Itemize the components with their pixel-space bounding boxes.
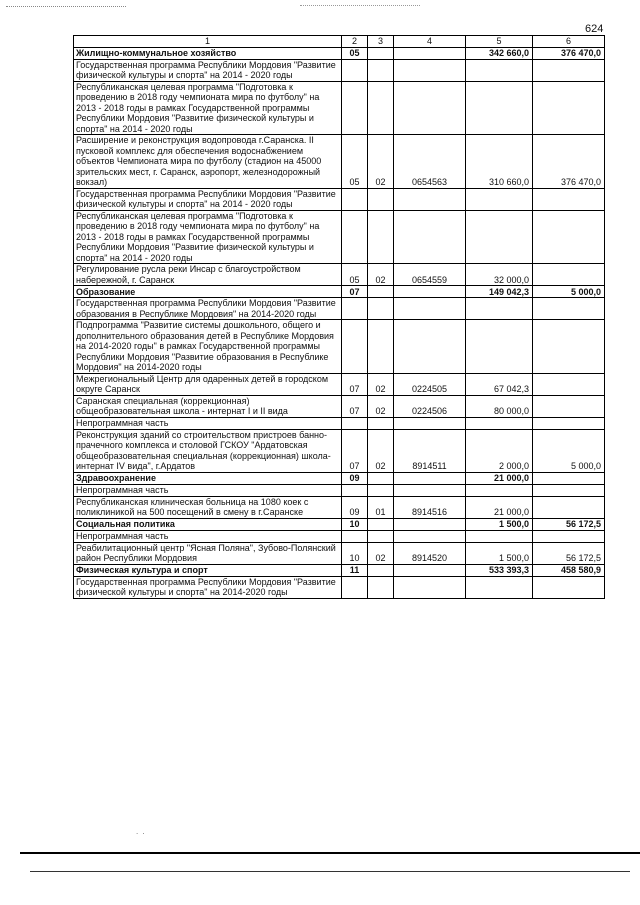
header-cell: 1: [74, 36, 342, 48]
subsection-code-cell: 02: [368, 542, 394, 564]
page-number: 624: [585, 23, 604, 35]
subsection-code-cell: 02: [368, 395, 394, 417]
row-name-cell: Государственная программа Республики Мордовия "Развитие физической культуры и спорта" на 2014-2020 годы: [74, 576, 342, 598]
row-name-cell: Жилищно-коммунальное хозяйство: [74, 47, 342, 59]
amount-col6-cell: [533, 320, 605, 374]
amount-col5-cell: [466, 417, 533, 429]
row-name-cell: Регулирование русла реки Инсар с благоустройством набережной, г. Саранск: [74, 264, 342, 286]
amount-col6-cell: [533, 530, 605, 542]
table-row: [74, 530, 605, 542]
target-code-cell: [394, 417, 466, 429]
amount-col6-cell: [533, 298, 605, 320]
amount-col6-cell: 5 000,0: [533, 429, 605, 472]
amount-col6-cell: [533, 188, 605, 210]
subsection-code-cell: 02: [368, 264, 394, 286]
amount-col5-cell: [466, 576, 533, 598]
row-name-cell: Республиканская целевая программа "Подготовка к проведению в 2018 году чемпионата мира по футболу" на 2013 - 2018 годы в рамках Государственной программы Республики Мордовия "Развитие физической культуры и спорта" на 2014 - 2020 годы: [74, 81, 342, 135]
amount-col5-cell: 149 042,3: [466, 286, 533, 298]
row-name-cell: Государственная программа Республики Мордовия "Развитие физической культуры и спорта" на 2014 - 2020 годы: [74, 188, 342, 210]
table-row: [74, 576, 605, 598]
row-name-cell: Здравоохранение: [74, 472, 342, 484]
section-code-cell: 05: [342, 135, 368, 189]
target-code-cell: 0654559: [394, 264, 466, 286]
subsection-code-cell: [368, 188, 394, 210]
subsection-code-cell: [368, 417, 394, 429]
subsection-code-cell: [368, 81, 394, 135]
section-code-cell: 07: [342, 286, 368, 298]
section-code-cell: [342, 188, 368, 210]
scan-artifact-top-center: [300, 5, 420, 8]
table-row: [74, 135, 605, 189]
section-code-cell: [342, 59, 368, 81]
amount-col5-cell: 67 042,3: [466, 373, 533, 395]
target-code-cell: [394, 518, 466, 530]
table-row: [74, 496, 605, 518]
amount-col5-cell: [466, 210, 533, 264]
table-row: [74, 484, 605, 496]
table-row: [74, 320, 605, 374]
subsection-code-cell: 02: [368, 429, 394, 472]
target-code-cell: [394, 484, 466, 496]
target-code-cell: 0224506: [394, 395, 466, 417]
amount-col5-cell: 310 660,0: [466, 135, 533, 189]
section-code-cell: 09: [342, 472, 368, 484]
target-code-cell: [394, 210, 466, 264]
row-name-cell: Физическая культура и спорт: [74, 564, 342, 576]
section-code-cell: [342, 417, 368, 429]
row-name-cell: Межрегиональный Центр для одаренных детей в городском округе Саранск: [74, 373, 342, 395]
scan-artifact-top-left: [6, 6, 126, 9]
subsection-code-cell: [368, 59, 394, 81]
amount-col6-cell: [533, 81, 605, 135]
target-code-cell: 0224505: [394, 373, 466, 395]
scan-dots: . .: [136, 827, 146, 836]
bottom-rule: [20, 852, 640, 854]
amount-col6-cell: [533, 576, 605, 598]
table-row: [74, 59, 605, 81]
row-name-cell: Подпрограмма "Развитие системы дошкольного, общего и дополнительного образования детей в Республике Мордовия на 2014-2020 годы" в рамках Государственной программы Республики Мордовия "Развитие образования в Республике Мордовия" на 2014-2020 годы: [74, 320, 342, 374]
table-row: [74, 564, 605, 576]
row-name-cell: Непрограммная часть: [74, 417, 342, 429]
amount-col6-cell: [533, 264, 605, 286]
subsection-code-cell: [368, 210, 394, 264]
table-row: [74, 264, 605, 286]
amount-col6-cell: 376 470,0: [533, 135, 605, 189]
target-code-cell: 8914516: [394, 496, 466, 518]
section-code-cell: [342, 81, 368, 135]
amount-col5-cell: 2 000,0: [466, 429, 533, 472]
target-code-cell: [394, 472, 466, 484]
target-code-cell: 0654563: [394, 135, 466, 189]
section-code-cell: 07: [342, 373, 368, 395]
amount-col5-cell: [466, 484, 533, 496]
header-cell: 3: [368, 36, 394, 48]
amount-col6-cell: [533, 210, 605, 264]
target-code-cell: 8914520: [394, 542, 466, 564]
section-code-cell: 10: [342, 518, 368, 530]
target-code-cell: [394, 286, 466, 298]
table-row: [74, 417, 605, 429]
amount-col6-cell: [533, 484, 605, 496]
amount-col5-cell: 1 500,0: [466, 518, 533, 530]
subsection-code-cell: [368, 484, 394, 496]
amount-col5-cell: [466, 530, 533, 542]
amount-col5-cell: 32 000,0: [466, 264, 533, 286]
target-code-cell: 8914511: [394, 429, 466, 472]
amount-col5-cell: [466, 59, 533, 81]
section-code-cell: 05: [342, 264, 368, 286]
row-name-cell: Реконструкция зданий со строительством пристроев банно-прачечного комплекса и столовой ГСКОУ "Ардатовская общеобразовательная специальная (коррекционная) школа-интернат IV вида", г.Ардатов: [74, 429, 342, 472]
amount-col6-cell: [533, 496, 605, 518]
subsection-code-cell: [368, 47, 394, 59]
subsection-code-cell: [368, 298, 394, 320]
amount-col6-cell: 458 580,9: [533, 564, 605, 576]
section-code-cell: 09: [342, 496, 368, 518]
table-row: [74, 395, 605, 417]
subsection-code-cell: 02: [368, 373, 394, 395]
section-code-cell: [342, 576, 368, 598]
subsection-code-cell: 01: [368, 496, 394, 518]
row-name-cell: Республиканская клиническая больница на 1080 коек с поликлиникой на 500 посещений в смену в г.Саранске: [74, 496, 342, 518]
amount-col6-cell: [533, 395, 605, 417]
row-name-cell: Государственная программа Республики Мордовия "Развитие образования в Республике Мордовия" на 2014-2020 годы: [74, 298, 342, 320]
section-code-cell: 11: [342, 564, 368, 576]
row-name-cell: Государственная программа Республики Мордовия "Развитие физической культуры и спорта" на 2014 - 2020 годы: [74, 59, 342, 81]
target-code-cell: [394, 81, 466, 135]
amount-col5-cell: [466, 188, 533, 210]
amount-col5-cell: 21 000,0: [466, 472, 533, 484]
row-name-cell: Образование: [74, 286, 342, 298]
row-name-cell: Социальная политика: [74, 518, 342, 530]
subsection-code-cell: [368, 576, 394, 598]
table-row: [74, 429, 605, 472]
section-code-cell: 05: [342, 47, 368, 59]
subsection-code-cell: [368, 518, 394, 530]
subsection-code-cell: [368, 286, 394, 298]
budget-table: [73, 35, 605, 599]
row-name-cell: Республиканская целевая программа "Подготовка к проведению в 2018 году чемпионата мира по футболу" на 2013 - 2018 годы в рамках Государственной программы Республики Мордовия "Развитие физической культуры и спорта" на 2014 - 2020 годы: [74, 210, 342, 264]
amount-col6-cell: 376 470,0: [533, 47, 605, 59]
row-name-cell: Саранская специальная (коррекционная) общеобразовательная школа - интернат I и II вида: [74, 395, 342, 417]
amount-col5-cell: [466, 298, 533, 320]
target-code-cell: [394, 530, 466, 542]
section-code-cell: [342, 210, 368, 264]
target-code-cell: [394, 59, 466, 81]
subsection-code-cell: 02: [368, 135, 394, 189]
amount-col6-cell: [533, 373, 605, 395]
table-row: [74, 298, 605, 320]
amount-col6-cell: [533, 472, 605, 484]
target-code-cell: [394, 188, 466, 210]
amount-col5-cell: 80 000,0: [466, 395, 533, 417]
subsection-code-cell: [368, 320, 394, 374]
row-name-cell: Реабилитационный центр "Ясная Поляна", Зубово-Полянский район Республики Мордовия: [74, 542, 342, 564]
table-row: [74, 472, 605, 484]
row-name-cell: Непрограммная часть: [74, 484, 342, 496]
section-code-cell: [342, 484, 368, 496]
section-code-cell: 10: [342, 542, 368, 564]
section-code-cell: 07: [342, 429, 368, 472]
target-code-cell: [394, 298, 466, 320]
table-row: [74, 210, 605, 264]
header-cell: 4: [394, 36, 466, 48]
amount-col5-cell: [466, 320, 533, 374]
bottom-rule-thin: [30, 871, 630, 872]
target-code-cell: [394, 564, 466, 576]
amount-col5-cell: 342 660,0: [466, 47, 533, 59]
table-row: [74, 518, 605, 530]
amount-col6-cell: 56 172,5: [533, 542, 605, 564]
amount-col6-cell: [533, 59, 605, 81]
section-code-cell: [342, 320, 368, 374]
table-row: [74, 542, 605, 564]
table-row: [74, 286, 605, 298]
target-code-cell: [394, 320, 466, 374]
table-row: [74, 373, 605, 395]
header-cell: 5: [466, 36, 533, 48]
target-code-cell: [394, 47, 466, 59]
amount-col6-cell: 56 172,5: [533, 518, 605, 530]
table-row: [74, 81, 605, 135]
section-code-cell: [342, 530, 368, 542]
row-name-cell: Расширение и реконструкция водопровода г.Саранска. II пусковой комплекс для обеспечения водоснабжением объектов Чемпионата мира по футболу (стадион на 45000 зрительских мест, г. Саранск, аэропорт, железнодорожный вокзал): [74, 135, 342, 189]
table-row: [74, 47, 605, 59]
amount-col6-cell: [533, 417, 605, 429]
amount-col5-cell: 533 393,3: [466, 564, 533, 576]
amount-col5-cell: [466, 81, 533, 135]
subsection-code-cell: [368, 564, 394, 576]
section-code-cell: [342, 298, 368, 320]
table-row: [74, 188, 605, 210]
amount-col6-cell: 5 000,0: [533, 286, 605, 298]
header-cell: 6: [533, 36, 605, 48]
header-cell: 2: [342, 36, 368, 48]
amount-col5-cell: 1 500,0: [466, 542, 533, 564]
amount-col5-cell: 21 000,0: [466, 496, 533, 518]
target-code-cell: [394, 576, 466, 598]
section-code-cell: 07: [342, 395, 368, 417]
subsection-code-cell: [368, 472, 394, 484]
subsection-code-cell: [368, 530, 394, 542]
table-header-row: [74, 36, 605, 48]
row-name-cell: Непрограммная часть: [74, 530, 342, 542]
